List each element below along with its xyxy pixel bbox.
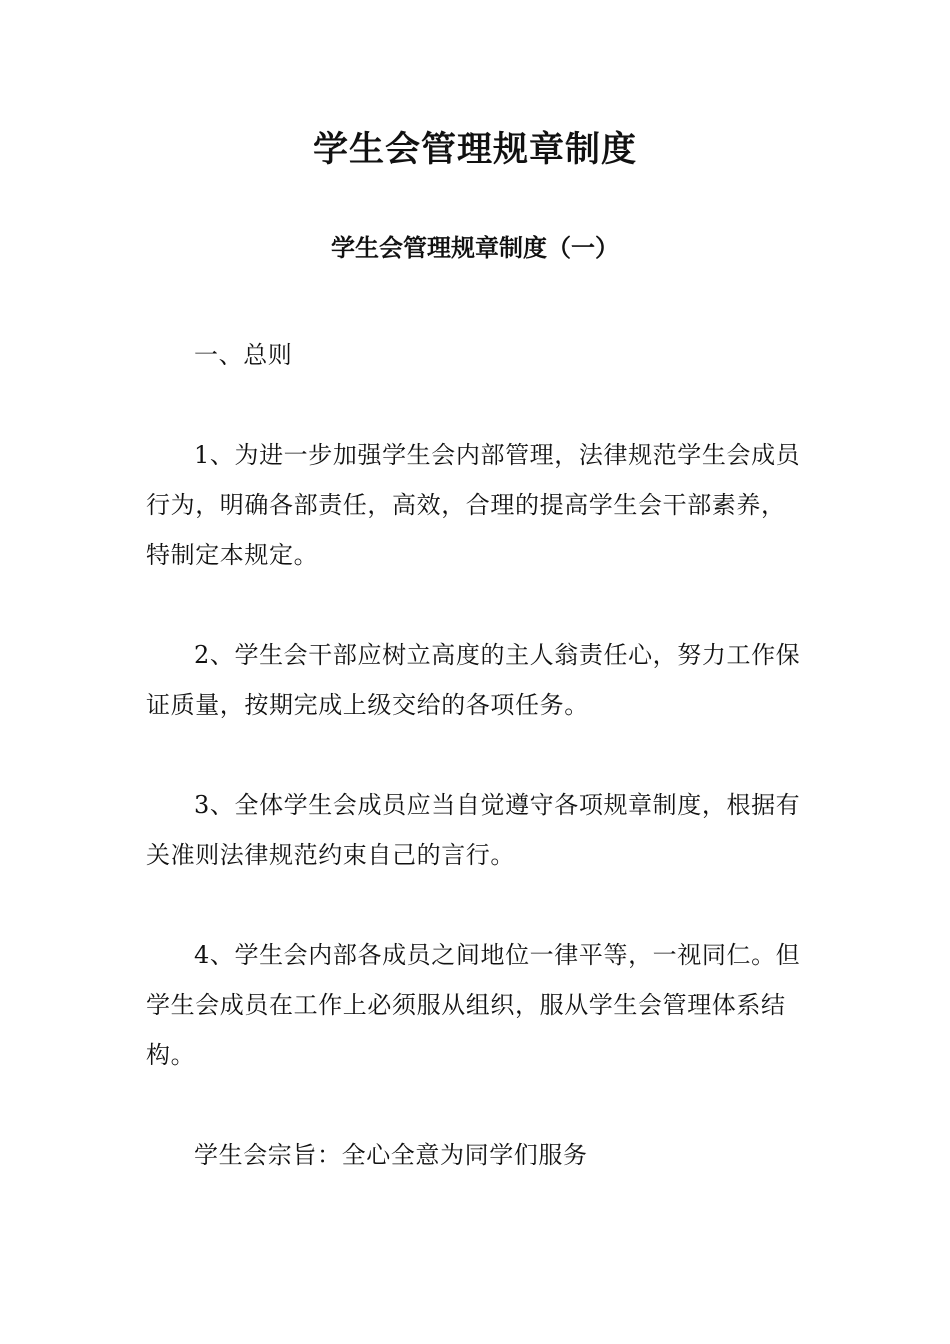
document-title: 学生会管理规章制度 (312, 130, 637, 170)
paragraph-4: 4、学生会内部各成员之间地位一律平等，一视同仁。但学生会成员在工作上必须服从组织，服从学生会管理体系结构。 (146, 941, 801, 1069)
section-heading-general: 一、总则 (194, 341, 293, 369)
paragraph-3: 3、全体学生会成员应当自觉遵守各项规章制度，根据有关准则法律规范约束自己的言行。 (146, 791, 801, 869)
document-body (146, 330, 810, 1180)
paragraph-2: 2、学生会干部应树立高度的主人翁责任心，努力工作保证质量，按期完成上级交给的各项任务。 (146, 641, 801, 719)
document-subtitle: 学生会管理规章制度（一） (331, 233, 619, 262)
student-union-purpose: 学生会宗旨：全心全意为同学们服务 (194, 1141, 588, 1169)
paragraph-1: 1、为进一步加强学生会内部管理，法律规范学生会成员行为，明确各部责任，高效，合理的提高学生会干部素养，特制定本规定。 (146, 441, 801, 569)
